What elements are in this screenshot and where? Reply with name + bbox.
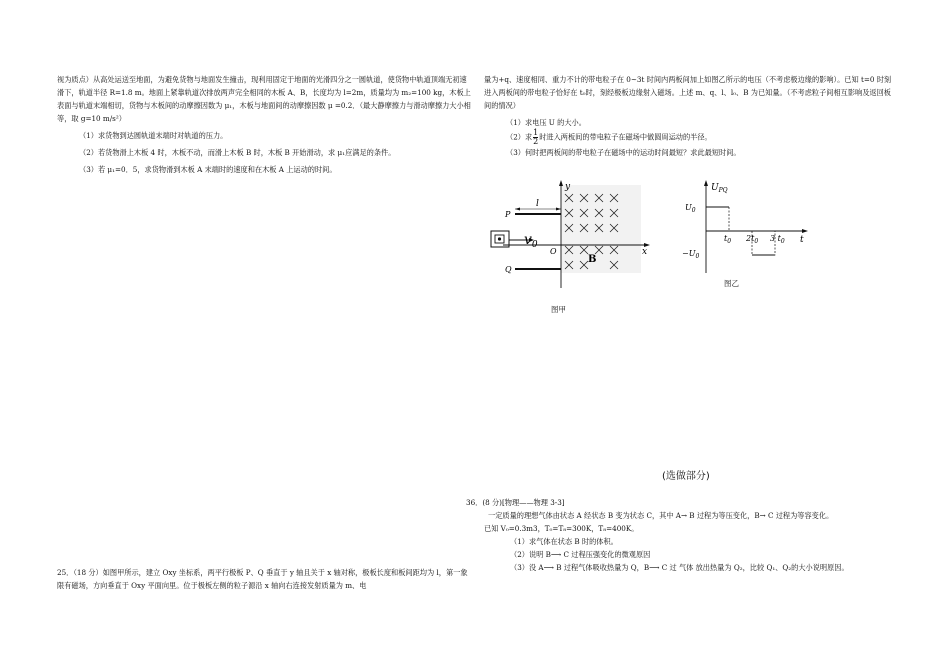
plate-q-label: Q (505, 265, 512, 274)
question-36-3: （3）没 A⟶ B 过程气体吸收热量为 Q，B⟶ C 过 气体 放出热量为 Q₂，比较 Q₁、Q₂的大小说明原因。 (510, 563, 849, 572)
problem-36-known: 已知 V₀=0.3m3，T₀=T₈=300K，T₈=400K。 (484, 524, 639, 533)
t-axis-label: t (800, 235, 804, 245)
figure-b (682, 178, 812, 278)
u-axis-label: $U_{PQ}$ (711, 183, 728, 194)
problem-36-header: 36．(8 分)[物理——物理 3-3] (466, 498, 565, 507)
plate-p-label: P (505, 210, 511, 219)
origin-label: O (550, 247, 557, 256)
tick-3t0: 3 $t_0$ (770, 234, 785, 245)
magnetic-field-region (561, 185, 641, 273)
tick-2t0: $2t_0$ (746, 234, 759, 245)
problem-36-body: 一定质量的理想气体由状态 A 经状态 B 变为状态 C，其中 A→ B 过程为等压变化，B→ C 过程为等容变化。 (488, 511, 834, 520)
question-25-3: （3）何时把两板间的带电粒子在磁场中的运动时间最短？求此最短时间。 (506, 148, 741, 157)
tick-t0: $t_0$ (724, 234, 732, 245)
right-column (484, 73, 896, 159)
figure-a-caption: 图甲 (551, 305, 566, 314)
velocity-label: $v_0$ (524, 232, 538, 250)
y-axis-label: y (565, 182, 571, 192)
field-b-label: B (588, 254, 597, 265)
problem-24-continuation: 视为质点）从高处运送至地面，为避免货物与地面发生撞击，现利用固定于地面的光滑四分之一圆轨道，使货物中轨道顶端无初速滑下，轨道半径 R=1.8 m。地面上紧靠轨道次排放两声完全相同的木板 A、B，长度均为 l=2m，质量均为 m₂=100 kg，木板上表面与轨道末端相切，货物与木板间的动摩擦因数为 μ₁，木板与地面间的动摩擦因数 μ =0.2．（最大静摩擦力与滑动摩擦力大小相等，取 g=10 m/s²） (57, 75, 471, 123)
u0-label: $U_0$ (685, 203, 696, 214)
question-25-2: （2）求 $\frac{1}{2}$ 时进入两板间的带电粒子在磁场中做圆周运动的半径。 (506, 128, 712, 146)
figure-b-caption: 图乙 (724, 279, 739, 288)
fraction: $\frac{1}{2}$ (533, 128, 539, 146)
optional-section-title: (选做部分) (662, 471, 710, 482)
question-24-3: （3）若 μ₁=0．5，求货物滑到木板 A 末端时的速度和在木板 A 上运动的时间。 (79, 165, 337, 174)
length-label: l (536, 199, 539, 209)
question-24-1: （1）求货物到达圆轨道末端时对轨道的压力。 (79, 131, 228, 140)
figure-a (488, 178, 658, 298)
x-axis-label: x (642, 247, 648, 257)
problem-25-text: 25．（18 分）如图甲所示，建立 Oxy 坐标系，两平行极板 P、Q 垂直于 y 轴且关于 x 轴对称，极板长度和板间距均为 l，第一象限有磁场，方向垂直于 Oxy 平面向里。位于极板左侧的粒子源沿 x 轴向右连接发射质量为 m、电 (57, 568, 468, 590)
question-24-2: （2）若货物滑上木板 4 时，木板不动，而滑上木板 B 时，木板 B 开始滑动，求 μ₁应满足的条件。 (79, 148, 396, 157)
problem-25-continuation: 量为+q、速度相同、重力不计的带电粒子在 0~3t 时间内两板间加上如图乙所示的电压（不考虑极边缘的影响）。已知 t=0 时刻进入两板间的带电粒子恰好在 t₀时，刻经极板边缘射入磁场。上述 m、q、l、l₀、B 为已知量。（不考虑粒子间相互影响及返回板间的情况） (484, 75, 892, 110)
problem-25-start (57, 566, 473, 592)
left-column (57, 73, 473, 176)
question-36-2: （2）说明 B⟶ C 过程压强变化的微观原因 (510, 550, 651, 559)
question-36-1: （1）求气体在状态 B 时的体积。 (510, 537, 618, 546)
neg-u0-label: $-U_0$ (682, 249, 700, 260)
question-25-1: （1）求电压 U 的大小。 (506, 118, 586, 127)
problem-36 (466, 496, 896, 574)
